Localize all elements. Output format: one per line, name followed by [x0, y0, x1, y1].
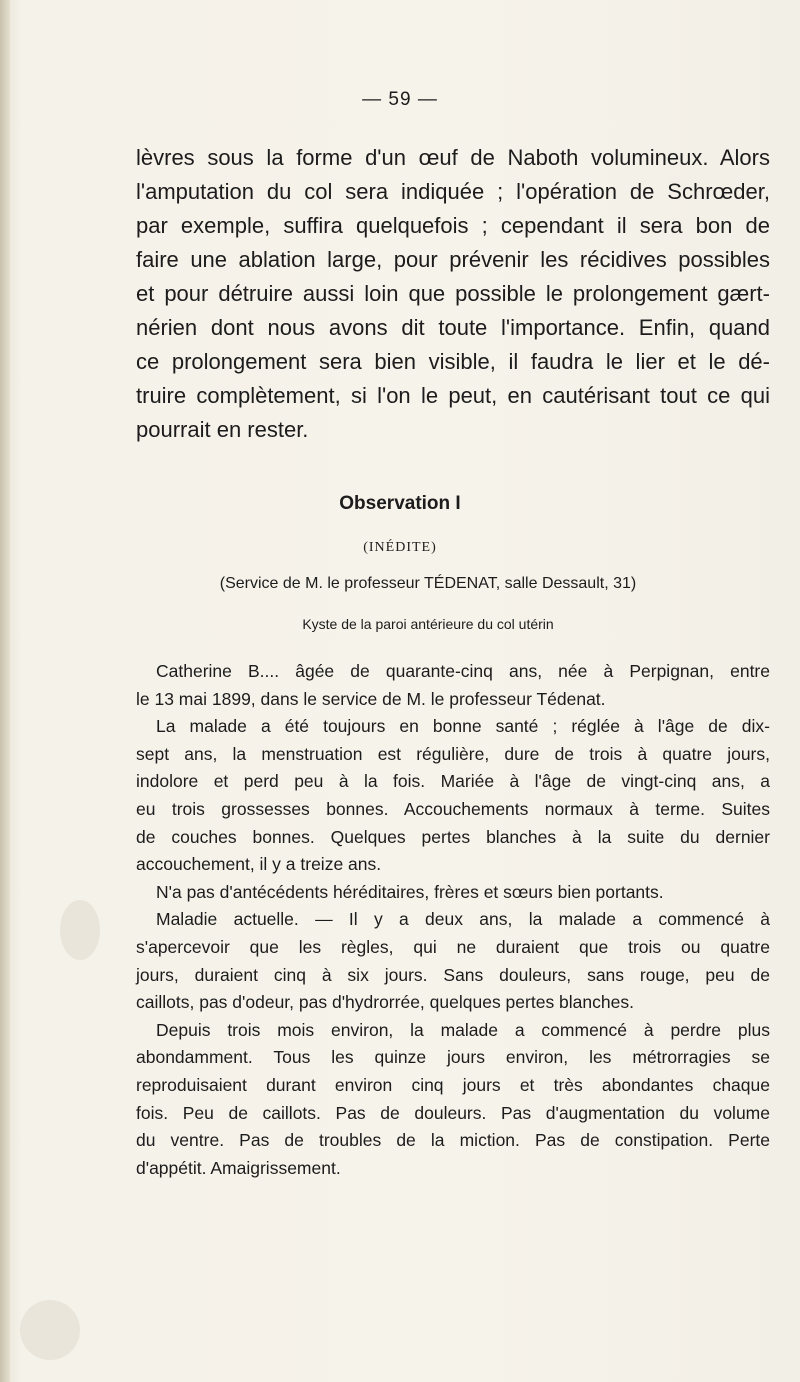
page-number: — 59 —	[362, 89, 438, 110]
text-line: abondamment. Tous les quinze jours environ, les métrorragies se	[136, 1047, 770, 1068]
observation-kyste: Kyste de la paroi antérieure du col utérin	[302, 616, 554, 632]
text-line: d'appétit. Amaigrissement.	[136, 1157, 341, 1178]
text-line: accouchement, il y a treize ans.	[136, 854, 382, 875]
text-line: nérien dont nous avons dit toute l'importance. Enfin, quand	[136, 315, 770, 340]
text-run: Catherine B.... âgée de quarante-cinq ans, née à Perpignan, entre	[156, 661, 770, 681]
text-run: Depuis trois mois environ, la malade a commencé à perdre plus	[156, 1019, 770, 1040]
text-line: l'amputation du col sera indiquée ; l'opération de Schrœder,	[136, 179, 770, 204]
text-line: truire complètement, si l'on le peut, en cautérisant tout ce qui	[136, 383, 770, 408]
text-line: et pour détruire aussi loin que possible le prolongement gært-	[136, 281, 770, 306]
text-line: le 13 mai 1899, dans le service de M. le professeur Tédenat.	[136, 688, 606, 709]
text-line	[136, 1017, 770, 1045]
observation-subtitle: (INÉDITE)	[363, 540, 437, 555]
text-line	[136, 713, 770, 741]
observation-service: (Service de M. le professeur TÉDENAT, salle Dessault, 31)	[219, 575, 637, 592]
text-run: N'a pas d'antécédents héréditaires, frères et sœurs bien portants.	[156, 881, 664, 902]
text-line: eu trois grossesses bonnes. Accouchements normaux à terme. Suites	[136, 798, 770, 819]
text-line: s'apercevoir que les règles, qui ne duraient que trois ou quatre	[136, 936, 770, 957]
text-line: sept ans, la menstruation est régulière, dure de trois à quatre jours,	[136, 743, 770, 764]
text-line: lèvres sous la forme d'un œuf de Naboth volumineux. Alors	[136, 145, 770, 170]
paper-stain	[20, 1300, 80, 1360]
text-line: fois. Peu de caillots. Pas de douleurs. Pas d'augmentation du volume	[136, 1102, 770, 1123]
text-line	[136, 879, 770, 907]
text-line: reproduisaient durant environ cinq jours et très abondantes chaque	[136, 1074, 770, 1095]
text-line	[136, 906, 770, 934]
text-line: pourrait en rester.	[136, 417, 309, 442]
page-binding-edge	[0, 0, 10, 1382]
text-line: du ventre. Pas de troubles de la miction. Pas de constipation. Perte	[136, 1130, 770, 1151]
text-line: indolore et perd peu à la fois. Mariée à l'âge de vingt-cinq ans, a	[136, 771, 770, 792]
text-line: de couches bonnes. Quelques pertes blanches à la suite du dernier	[136, 826, 770, 847]
paper-stain	[60, 900, 100, 960]
text-line: faire une ablation large, pour prévenir les récidives possibles	[136, 247, 770, 272]
observation-title: Observation I	[339, 493, 461, 514]
text-line	[136, 658, 770, 686]
text-line: ce prolongement sera bien visible, il faudra le lier et le dé-	[136, 349, 770, 374]
text-run: Maladie actuelle. — Il y a deux ans, la malade a commencé à	[156, 909, 770, 930]
case-report-body	[136, 658, 770, 1182]
upper-paragraph	[136, 141, 770, 447]
text-line: caillots, pas d'odeur, pas d'hydrorrée, quelques pertes blanches.	[136, 992, 634, 1013]
text-line: jours, duraient cinq à six jours. Sans douleurs, sans rouge, peu de	[136, 964, 770, 985]
text-run: La malade a été toujours en bonne santé ; réglée à l'âge de dix-	[156, 716, 770, 737]
text-line: par exemple, suffira quelquefois ; cependant il sera bon de	[136, 213, 770, 238]
